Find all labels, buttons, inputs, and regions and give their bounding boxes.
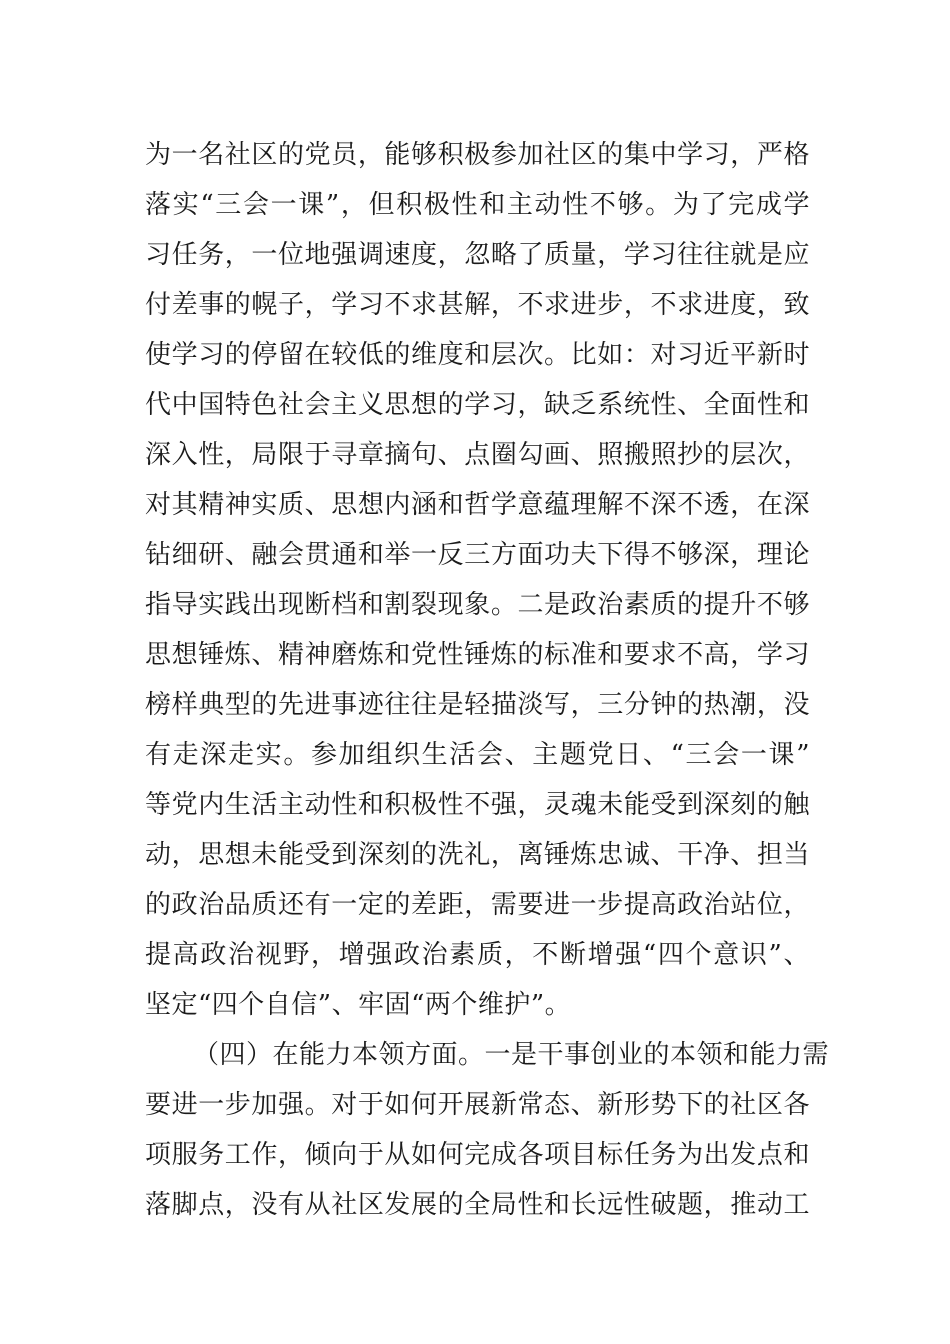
paragraph-end-line: 坚定“四个自信”、牢固“两个维护”。 (145, 990, 572, 1020)
text-line: 动，思想未能受到深刻的洗礼，离锤炼忠诚、干净、担当 (145, 840, 810, 870)
text-line: 付差事的幌子，学习不求甚解，不求进步，不求进度，致 (145, 290, 810, 320)
text-line: 深入性，局限于寻章摘句、点圈勾画、照搬照抄的层次， (145, 440, 810, 470)
body-text (145, 130, 830, 1230)
text-line: 提高政治视野，增强政治素质，不断增强“四个意识”、 (145, 940, 810, 970)
text-line: 思想锤炼、精神磨炼和党性锤炼的标准和要求不高，学习 (145, 640, 810, 670)
text-line: 习任务，一位地强调速度，忽略了质量，学习往往就是应 (145, 240, 810, 270)
text-line: 的政治品质还有一定的差距，需要进一步提高政治站位， (145, 890, 810, 920)
text-line: 指导实践出现断档和割裂现象。二是政治素质的提升不够 (145, 590, 810, 620)
text-line: 使学习的停留在较低的维度和层次。比如：对习近平新时 (145, 340, 810, 370)
text-line: 等党内生活主动性和积极性不强，灵魂未能受到深刻的触 (145, 790, 810, 820)
text-line: 落脚点，没有从社区发展的全局性和长远性破题，推动工 (145, 1190, 810, 1220)
text-line: 对其精神实质、思想内涵和哲学意蕴理解不深不透，在深 (145, 490, 810, 520)
text-line: 为一名社区的党员，能够积极参加社区的集中学习，严格 (145, 140, 810, 170)
text-line: 落实“三会一课”，但积极性和主动性不够。为了完成学 (145, 190, 810, 220)
text-line: 要进一步加强。对于如何开展新常态、新形势下的社区各 (145, 1090, 810, 1120)
text-line: 有走深走实。参加组织生活会、主题党日、“三会一课” (145, 740, 810, 770)
text-line: 代中国特色社会主义思想的学习，缺乏系统性、全面性和 (145, 390, 810, 420)
text-line: 榜样典型的先进事迹往往是轻描淡写，三分钟的热潮，没 (145, 690, 810, 720)
text-line: 钻细研、融会贯通和举一反三方面功夫下得不够深，理论 (145, 540, 810, 570)
section-heading-line: （四）在能力本领方面。一是干事创业的本领和能力需 (193, 1040, 830, 1070)
text-line: 项服务工作，倾向于从如何完成各项目标任务为出发点和 (145, 1140, 810, 1170)
